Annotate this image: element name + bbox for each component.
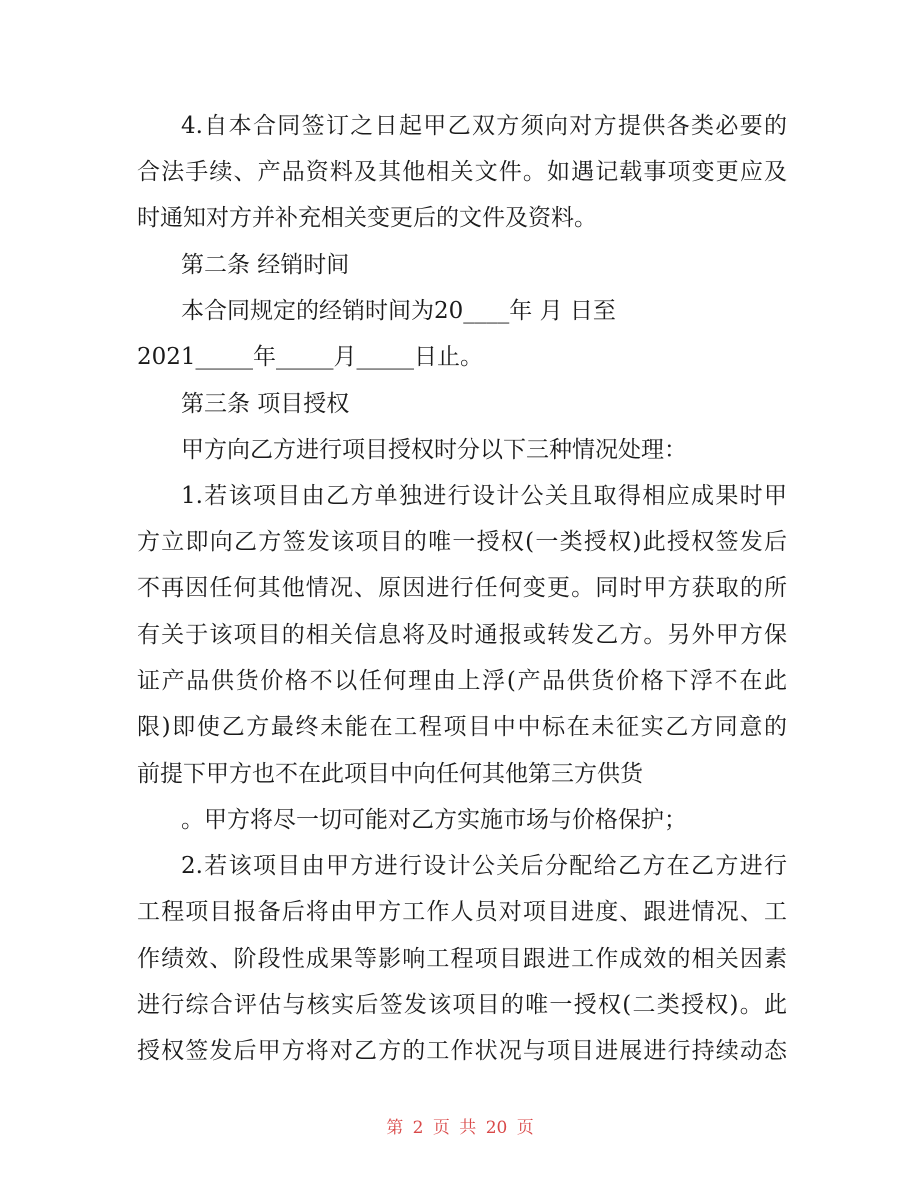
article-3-heading: 第三条 项目授权: [181, 391, 350, 417]
article-2-heading: 第二条 经销时间: [181, 252, 350, 278]
text-line: 4.自本合同签订之日起甲乙双方须向对方提供各类必要的: [181, 113, 787, 139]
text-line: 2.若该项目由甲方进行设计公关后分配给乙方在乙方进行: [181, 853, 787, 879]
text-line: 不再因任何其他情况、原因进行任何变更。同时甲方获取的所: [137, 575, 787, 601]
text-line: 方立即向乙方签发该项目的唯一授权(一类授权)此授权签发后: [137, 529, 787, 555]
text-line: 时通知对方并补充相关变更后的文件及资料。: [137, 205, 597, 231]
text-line: 授权签发后甲方将对乙方的工作状况与项目进展进行持续动态: [137, 1038, 787, 1064]
page-number-footer: 第 2 页 共 20 页: [386, 1118, 534, 1138]
text-line: 。甲方将尽一切可能对乙方实施市场与价格保护；: [181, 807, 687, 833]
text-line: 甲方向乙方进行项目授权时分以下三种情况处理：: [181, 437, 687, 463]
text-line: 2021_____年_____月_____日止。: [137, 344, 484, 370]
text-line: 前提下甲方也不在此项目中向任何其他第三方供货: [137, 761, 643, 787]
text-line: 进行综合评估与核实后签发该项目的唯一授权(二类授权)。此: [137, 992, 787, 1018]
text-line: 作绩效、阶段性成果等影响工程项目跟进工作成效的相关因素: [137, 946, 787, 972]
text-line: 合法手续、产品资料及其他相关文件。如遇记载事项变更应及: [137, 159, 787, 185]
text-line: 证产品供货价格不以任何理由上浮(产品供货价格下浮不在此: [137, 668, 787, 694]
text-line: 本合同规定的经销时间为20____年 月 日至: [181, 298, 616, 324]
text-line: 1.若该项目由乙方单独进行设计公关且取得相应成果时甲: [181, 483, 787, 509]
text-line: 限)即使乙方最终未能在工程项目中中标在未征实乙方同意的: [137, 714, 787, 740]
text-line: 有关于该项目的相关信息将及时通报或转发乙方。另外甲方保: [137, 622, 787, 648]
text-line: 工程项目报备后将由甲方工作人员对项目进度、跟进情况、工: [137, 899, 787, 925]
